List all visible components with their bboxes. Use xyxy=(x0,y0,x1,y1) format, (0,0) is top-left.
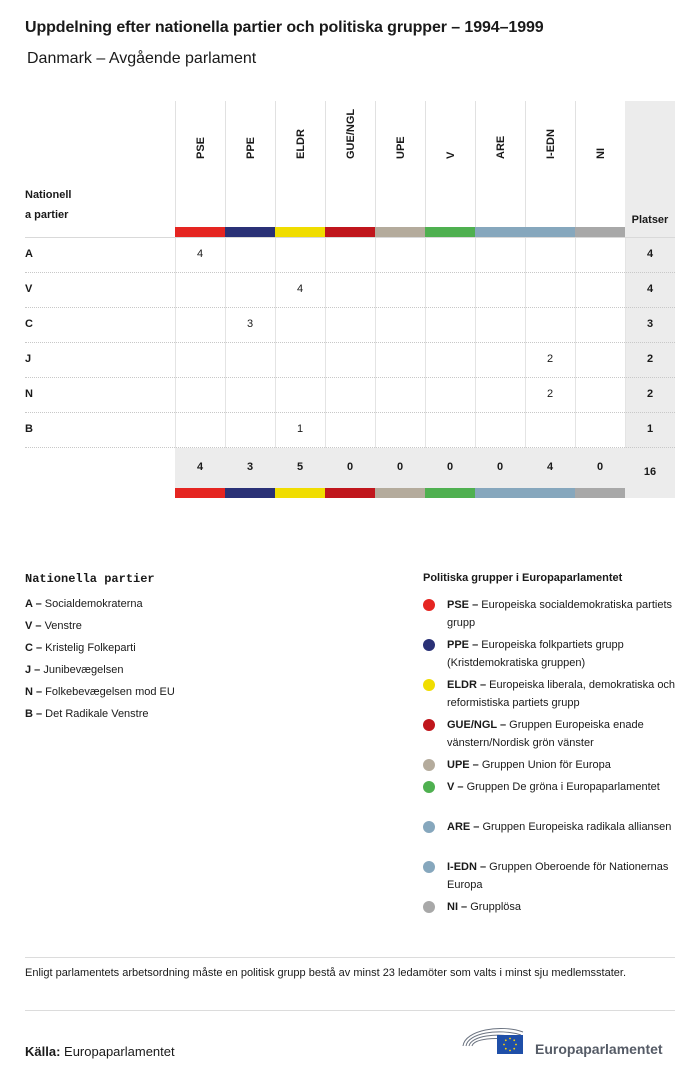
divider xyxy=(25,1010,675,1011)
group-column-header xyxy=(525,101,576,227)
party-legend-item xyxy=(25,598,143,610)
group-color-dot-icon xyxy=(423,639,435,651)
seat-value: 1 xyxy=(296,423,304,435)
group-total: 3 xyxy=(246,461,254,473)
group-color-bar xyxy=(425,227,475,237)
party-row-label: N xyxy=(25,388,33,400)
group-code: ELDR – xyxy=(447,679,487,691)
seat-value: 3 xyxy=(246,318,254,330)
seat-value: 2 xyxy=(546,353,554,365)
group-code: I-EDN – xyxy=(447,861,487,873)
seat-value: 2 xyxy=(546,388,554,400)
group-color-bar xyxy=(325,227,375,237)
group-name: Grupplösa xyxy=(467,901,521,913)
logo-wordmark: Europaparlamentet xyxy=(535,1041,663,1057)
grand-total: 16 xyxy=(643,466,657,478)
row-header-label-line1: Nationell xyxy=(25,189,72,201)
group-color-dot-icon xyxy=(423,679,435,691)
group-name: Gruppen Union för Europa xyxy=(478,759,611,771)
grid-line xyxy=(25,342,675,343)
group-column-label: I-EDN xyxy=(545,129,557,159)
grid-line xyxy=(25,377,675,378)
group-total: 5 xyxy=(296,461,304,473)
chart-title: Uppdelning efter nationella partier och politiska grupper – 1994–1999 xyxy=(25,19,544,36)
group-column-header xyxy=(475,101,526,227)
group-legend-item xyxy=(447,778,679,796)
group-color-bar xyxy=(175,227,225,237)
group-color-bar xyxy=(325,488,375,498)
party-legend-item xyxy=(25,620,82,632)
group-code: NI – xyxy=(447,901,468,913)
grid-line xyxy=(25,272,675,273)
group-name: Europeiska liberala, demokratiska och reformistiska partiets grupp xyxy=(447,679,676,709)
group-column-header xyxy=(325,101,376,227)
group-color-bar xyxy=(575,488,625,498)
european-parliament-logo-icon xyxy=(461,1020,527,1056)
source-value: Europaparlamentet xyxy=(64,1044,175,1059)
group-color-bar xyxy=(175,488,225,498)
national-parties-legend-title: Nationella partier xyxy=(25,572,155,586)
group-name: Europeiska socialdemokratiska partiets grupp xyxy=(447,599,672,629)
group-legend-item xyxy=(447,676,679,712)
party-code: J – xyxy=(25,664,41,676)
party-row-label: V xyxy=(25,283,33,295)
group-total: 0 xyxy=(346,461,354,473)
group-code: UPE – xyxy=(447,759,479,771)
party-legend-item xyxy=(25,642,136,654)
group-column-label: V xyxy=(445,151,457,159)
party-name: Venstre xyxy=(41,620,82,632)
group-code: ARE – xyxy=(447,821,480,833)
group-name: Gruppen Oberoende för Nationernas Europa xyxy=(447,861,669,891)
group-color-bar xyxy=(475,227,525,237)
group-total: 0 xyxy=(496,461,504,473)
group-column-label: UPE xyxy=(395,136,407,159)
party-name: Junibevægelsen xyxy=(40,664,124,676)
group-color-bar xyxy=(375,227,425,237)
source-line xyxy=(25,1044,175,1059)
group-color-dot-icon xyxy=(423,901,435,913)
row-total: 4 xyxy=(646,283,654,295)
group-column-label: NI xyxy=(595,148,607,159)
party-row-label: C xyxy=(25,318,33,330)
group-column-label: ARE xyxy=(495,135,507,159)
party-code: C – xyxy=(25,642,43,654)
group-legend-item xyxy=(447,818,679,836)
grid-line xyxy=(25,412,675,413)
row-total: 2 xyxy=(646,388,654,400)
source-label: Källa: xyxy=(25,1044,61,1059)
group-column-header xyxy=(375,101,426,227)
group-total: 0 xyxy=(596,461,604,473)
group-legend-item xyxy=(447,898,679,916)
group-name: Gruppen Europeiska radikala alliansen xyxy=(479,821,672,833)
group-column-label: PSE xyxy=(195,136,207,159)
seat-value: 4 xyxy=(196,248,204,260)
party-code: B – xyxy=(25,708,43,720)
group-color-dot-icon xyxy=(423,759,435,771)
group-total: 4 xyxy=(196,461,204,473)
political-groups-legend-title: Politiska grupper i Europaparlamentet xyxy=(423,572,623,584)
party-name: Kristelig Folkeparti xyxy=(42,642,136,654)
group-column-label: ELDR xyxy=(295,129,307,159)
party-code: V – xyxy=(25,620,42,632)
group-color-dot-icon xyxy=(423,719,435,731)
group-code: PPE – xyxy=(447,639,479,651)
party-code: A – xyxy=(25,598,42,610)
group-color-bar xyxy=(225,227,275,237)
grid-line xyxy=(25,447,675,448)
group-color-dot-icon xyxy=(423,861,435,873)
row-total: 3 xyxy=(646,318,654,330)
group-color-bar xyxy=(275,227,325,237)
group-color-bar xyxy=(575,227,625,237)
group-color-bar xyxy=(225,488,275,498)
group-total: 0 xyxy=(396,461,404,473)
group-column-header xyxy=(575,101,626,227)
group-total: 0 xyxy=(446,461,454,473)
party-legend-item xyxy=(25,686,175,698)
group-name: Europeiska folkpartiets grupp (Kristdemokratiska gruppen) xyxy=(447,639,624,669)
party-legend-item xyxy=(25,708,149,720)
row-total: 1 xyxy=(646,423,654,435)
divider xyxy=(25,957,675,958)
group-code: V – xyxy=(447,781,464,793)
group-legend-item xyxy=(447,596,679,632)
group-name: Gruppen De gröna i Europaparlamentet xyxy=(463,781,660,793)
group-color-bar xyxy=(275,488,325,498)
party-name: Det Radikale Venstre xyxy=(42,708,149,720)
party-row-label: B xyxy=(25,423,33,435)
group-legend-item xyxy=(447,756,679,774)
group-name: Gruppen Europeiska enade vänstern/Nordisk grön vänster xyxy=(447,719,644,749)
group-color-dot-icon xyxy=(423,781,435,793)
group-column-header xyxy=(425,101,476,227)
row-total: 2 xyxy=(646,353,654,365)
grid-line xyxy=(25,237,675,238)
group-color-bar xyxy=(525,227,575,237)
group-color-bar xyxy=(425,488,475,498)
grid-line xyxy=(25,307,675,308)
party-row-label: A xyxy=(25,248,33,260)
group-column-label: GUE/NGL xyxy=(345,108,357,159)
party-name: Socialdemokraterna xyxy=(41,598,143,610)
group-legend-item xyxy=(447,716,679,752)
group-legend-item xyxy=(447,858,679,894)
group-color-bar xyxy=(375,488,425,498)
group-legend-item xyxy=(447,636,679,672)
party-name: Folkebevægelsen mod EU xyxy=(42,686,175,698)
party-code: N – xyxy=(25,686,43,698)
group-color-dot-icon xyxy=(423,821,435,833)
group-color-bar xyxy=(525,488,575,498)
group-column-label: PPE xyxy=(245,136,257,159)
row-total: 4 xyxy=(646,248,654,260)
party-legend-item xyxy=(25,664,123,676)
group-color-bar xyxy=(475,488,525,498)
group-column-header xyxy=(225,101,276,227)
group-column-header xyxy=(175,101,226,227)
group-code: PSE – xyxy=(447,599,479,611)
group-code: GUE/NGL – xyxy=(447,719,507,731)
seat-value: 4 xyxy=(296,283,304,295)
total-column-background xyxy=(625,101,675,498)
footnote: Enligt parlamentets arbetsordning måste en politisk grupp bestå av minst 23 ledamöter som valts i minst sju medlemsstater. xyxy=(25,967,626,979)
group-total: 4 xyxy=(546,461,554,473)
group-column-header xyxy=(275,101,326,227)
row-header-label-line2: a partier xyxy=(25,209,69,221)
total-column-header: Platser xyxy=(631,214,669,226)
chart-subtitle: Danmark – Avgående parlament xyxy=(27,50,257,67)
group-color-dot-icon xyxy=(423,599,435,611)
party-row-label: J xyxy=(25,353,32,365)
